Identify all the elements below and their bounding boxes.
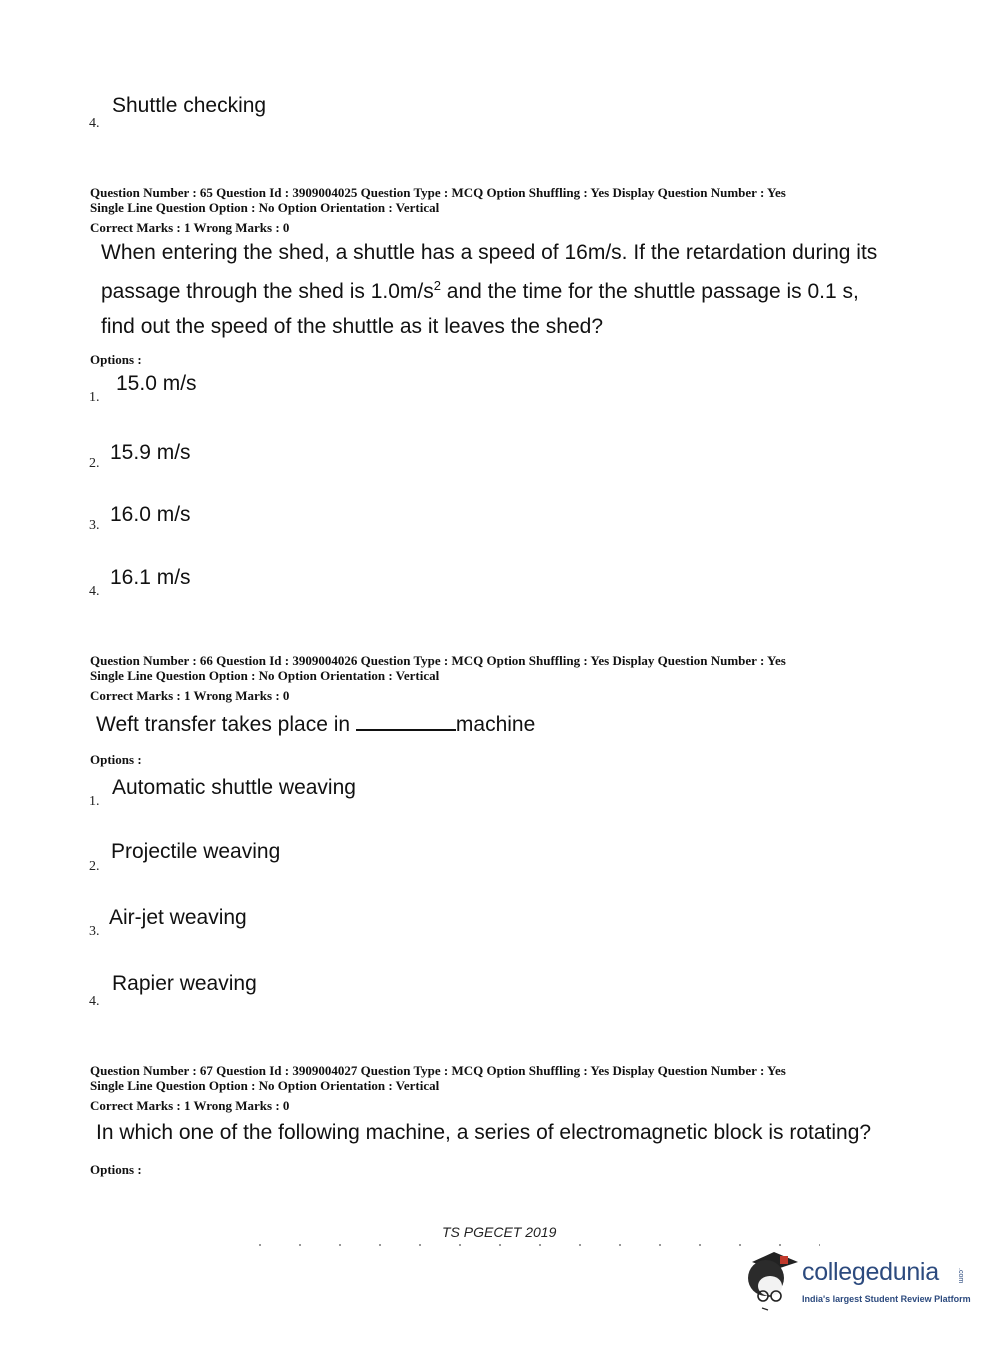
option-text: Automatic shuttle weaving bbox=[112, 776, 356, 799]
option-text: 15.9 m/s bbox=[110, 441, 191, 464]
question-meta-line1: Question Number : 67 Question Id : 3909004027 Question Type : MCQ Option Shuffling : Yes Display Question Number : Yes bbox=[90, 1063, 786, 1078]
question-marks: Correct Marks : 1 Wrong Marks : 0 bbox=[90, 688, 290, 703]
option-number: 4. bbox=[89, 994, 100, 1009]
question-text-line2-b: and the time for the shuttle passage is 0.1 s, bbox=[440, 280, 859, 303]
option-number: 4. bbox=[89, 116, 100, 131]
superscript: 2 bbox=[433, 278, 441, 293]
question-meta-line1: Question Number : 65 Question Id : 3909004025 Question Type : MCQ Option Shuffling : Yes Display Question Number : Yes bbox=[90, 185, 786, 200]
collegedunia-logo bbox=[742, 1248, 972, 1318]
option-number: 1. bbox=[89, 794, 100, 809]
logo-wordmark: collegedunia bbox=[802, 1258, 939, 1286]
question-text-line2 bbox=[101, 278, 859, 304]
footer-exam-title: TS PGECET 2019 bbox=[442, 1224, 557, 1240]
footer-dotted-line bbox=[240, 1244, 820, 1246]
option-text: 16.1 m/s bbox=[110, 566, 191, 589]
question-meta-line2: Single Line Question Option : No Option Orientation : Vertical bbox=[90, 1078, 440, 1093]
option-number: 1. bbox=[89, 390, 100, 405]
question-meta-line2: Single Line Question Option : No Option Orientation : Vertical bbox=[90, 200, 440, 215]
option-text: Air-jet weaving bbox=[109, 906, 247, 929]
option-number: 2. bbox=[89, 456, 100, 471]
option-number: 3. bbox=[89, 924, 100, 939]
option-text: Rapier weaving bbox=[112, 972, 257, 995]
question-meta-line2: Single Line Question Option : No Option Orientation : Vertical bbox=[90, 668, 440, 683]
option-text: Shuttle checking bbox=[112, 94, 267, 117]
fill-in-blank bbox=[356, 711, 456, 731]
question-text-line2-a: passage through the shed is 1.0m/s bbox=[101, 280, 434, 303]
options-label: Options : bbox=[90, 352, 142, 367]
option-text: Projectile weaving bbox=[111, 840, 281, 863]
question-text-a: Weft transfer takes place in bbox=[96, 713, 356, 736]
option-text: 16.0 m/s bbox=[110, 503, 191, 526]
option-number: 2. bbox=[89, 859, 100, 874]
question-marks: Correct Marks : 1 Wrong Marks : 0 bbox=[90, 1098, 290, 1113]
options-label: Options : bbox=[90, 1162, 142, 1177]
question-text: In which one of the following machine, a series of electromagnetic block is rotating? bbox=[96, 1121, 872, 1144]
question-text bbox=[96, 711, 535, 737]
question-meta-line1: Question Number : 66 Question Id : 3909004026 Question Type : MCQ Option Shuffling : Yes Display Question Number : Yes bbox=[90, 653, 786, 668]
question-text-b: machine bbox=[455, 713, 536, 736]
logo-com: .com bbox=[957, 1268, 964, 1284]
question-text-line1: When entering the shed, a shuttle has a speed of 16m/s. If the retardation during its bbox=[101, 241, 878, 264]
logo-tagline: India's largest Student Review Platform bbox=[802, 1294, 971, 1304]
question-marks: Correct Marks : 1 Wrong Marks : 0 bbox=[90, 220, 290, 235]
question-text-line3: find out the speed of the shuttle as it leaves the shed? bbox=[101, 315, 604, 338]
option-number: 3. bbox=[89, 518, 100, 533]
mascot-icon bbox=[742, 1248, 802, 1314]
option-number: 4. bbox=[89, 584, 100, 599]
option-text: 15.0 m/s bbox=[116, 372, 197, 395]
options-label: Options : bbox=[90, 752, 142, 767]
